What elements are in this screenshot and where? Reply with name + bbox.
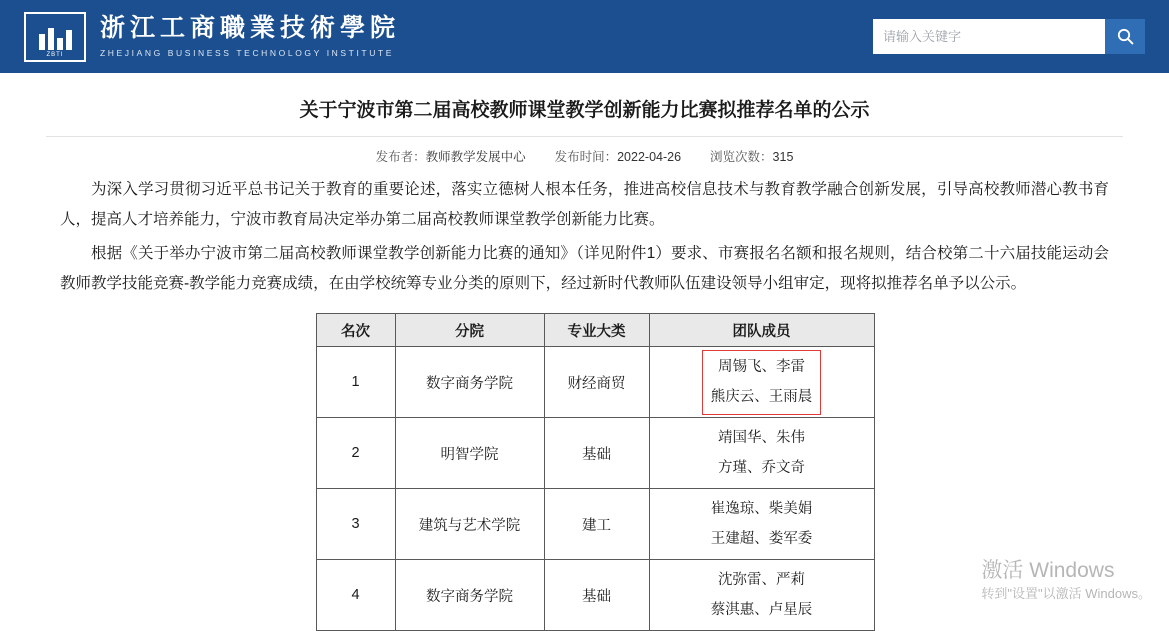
views-value: 315 [772, 150, 794, 164]
team-line: 方瑾、乔文奇 [718, 460, 805, 476]
team-lines [654, 570, 870, 620]
views-label: 浏览次数： [710, 150, 773, 164]
article-meta [36, 137, 1133, 171]
column-header-team: 团队成员 [649, 314, 874, 347]
table-row [316, 418, 874, 489]
cell-rank: 4 [316, 560, 395, 631]
cell-rank: 2 [316, 418, 395, 489]
search-icon [1117, 28, 1134, 45]
logo-bars-icon [39, 28, 72, 50]
column-header-major: 专业大类 [544, 314, 649, 347]
recommendation-table [316, 313, 875, 631]
date-label: 发布时间： [554, 150, 618, 164]
cell-team [649, 489, 874, 560]
logo-mark-icon [24, 12, 86, 62]
article-paragraph-2: 根据《关于举办宁波市第二届高校教师课堂教学创新能力比赛的通知》（详见附件1）要求、市赛报名名额和报名规则，结合校第二十六届技能运动会教师教学技能竞赛-教学能力竞赛成绩，在由学校统筹专业分类的原则下，经过新时代教师队伍建设领导小组审定，现将拟推荐名单予以公示。 [60, 245, 1109, 292]
cell-rank: 1 [316, 347, 395, 418]
publisher-value: 教师教学发展中心 [425, 150, 526, 164]
search-input[interactable] [873, 19, 1105, 54]
site-logo[interactable] [24, 12, 400, 62]
cell-dept: 数字商务学院 [395, 347, 544, 418]
team-highlight-box [702, 350, 822, 415]
cell-major: 财经商贸 [544, 347, 649, 418]
cell-major: 建工 [544, 489, 649, 560]
team-lines [654, 499, 870, 549]
team-line: 沈弥雷、严莉 [718, 572, 805, 588]
cell-team [649, 560, 874, 631]
team-line: 崔逸琼、柴美娟 [710, 501, 813, 517]
logo-title-en: ZHEJIANG BUSINESS TECHNOLOGY INSTITUTE [100, 47, 395, 58]
team-line: 靖国华、朱伟 [718, 430, 805, 446]
team-line: 熊庆云、王雨晨 [710, 388, 813, 405]
cell-dept: 建筑与艺术学院 [395, 489, 544, 560]
recommendation-table-wrap [316, 313, 854, 631]
cell-major: 基础 [544, 560, 649, 631]
team-line: 蔡淇惠、卢星辰 [710, 602, 813, 618]
logo-text-block [100, 15, 400, 58]
page-title: 关于宁波市第二届高校教师课堂教学创新能力比赛拟推荐名单的公示 [46, 73, 1123, 137]
article-body [0, 73, 1169, 631]
site-header [0, 0, 1169, 73]
team-lines [711, 357, 813, 407]
team-line: 周锡飞、李雷 [718, 358, 805, 375]
watermark-title: 激活 Windows [981, 559, 1115, 582]
team-line: 王建超、娄军委 [710, 531, 813, 547]
logo-title-cn: 浙江工商職業技術學院 [100, 15, 401, 43]
table-row [316, 347, 874, 418]
logo-mark-text: ZBTI [46, 51, 64, 58]
watermark-subtitle: 转到"设置"以激活 Windows。 [981, 586, 1151, 601]
column-header-rank: 名次 [316, 314, 395, 347]
table-row [316, 560, 874, 631]
search-button[interactable] [1105, 19, 1145, 54]
article-paragraph-1: 为深入学习贯彻习近平总书记关于教育的重要论述，落实立德树人根本任务，推进高校信息技术与教育教学融合创新发展，引导高校教师潜心教书育人，提高人才培养能力，宁波市教育局决定举办第二届高校教师课堂教学创新能力比赛。 [60, 181, 1109, 228]
cell-rank: 3 [316, 489, 395, 560]
team-lines [654, 428, 870, 478]
publisher-label: 发布者： [375, 150, 426, 164]
date-value: 2022-04-26 [617, 150, 682, 164]
cell-major: 基础 [544, 418, 649, 489]
cell-dept: 明智学院 [395, 418, 544, 489]
column-header-dept: 分院 [395, 314, 544, 347]
table-header-row [316, 314, 874, 347]
cell-team [649, 347, 874, 418]
cell-team [649, 418, 874, 489]
table-row [316, 489, 874, 560]
search-box[interactable] [873, 19, 1145, 54]
cell-dept: 数字商务学院 [395, 560, 544, 631]
